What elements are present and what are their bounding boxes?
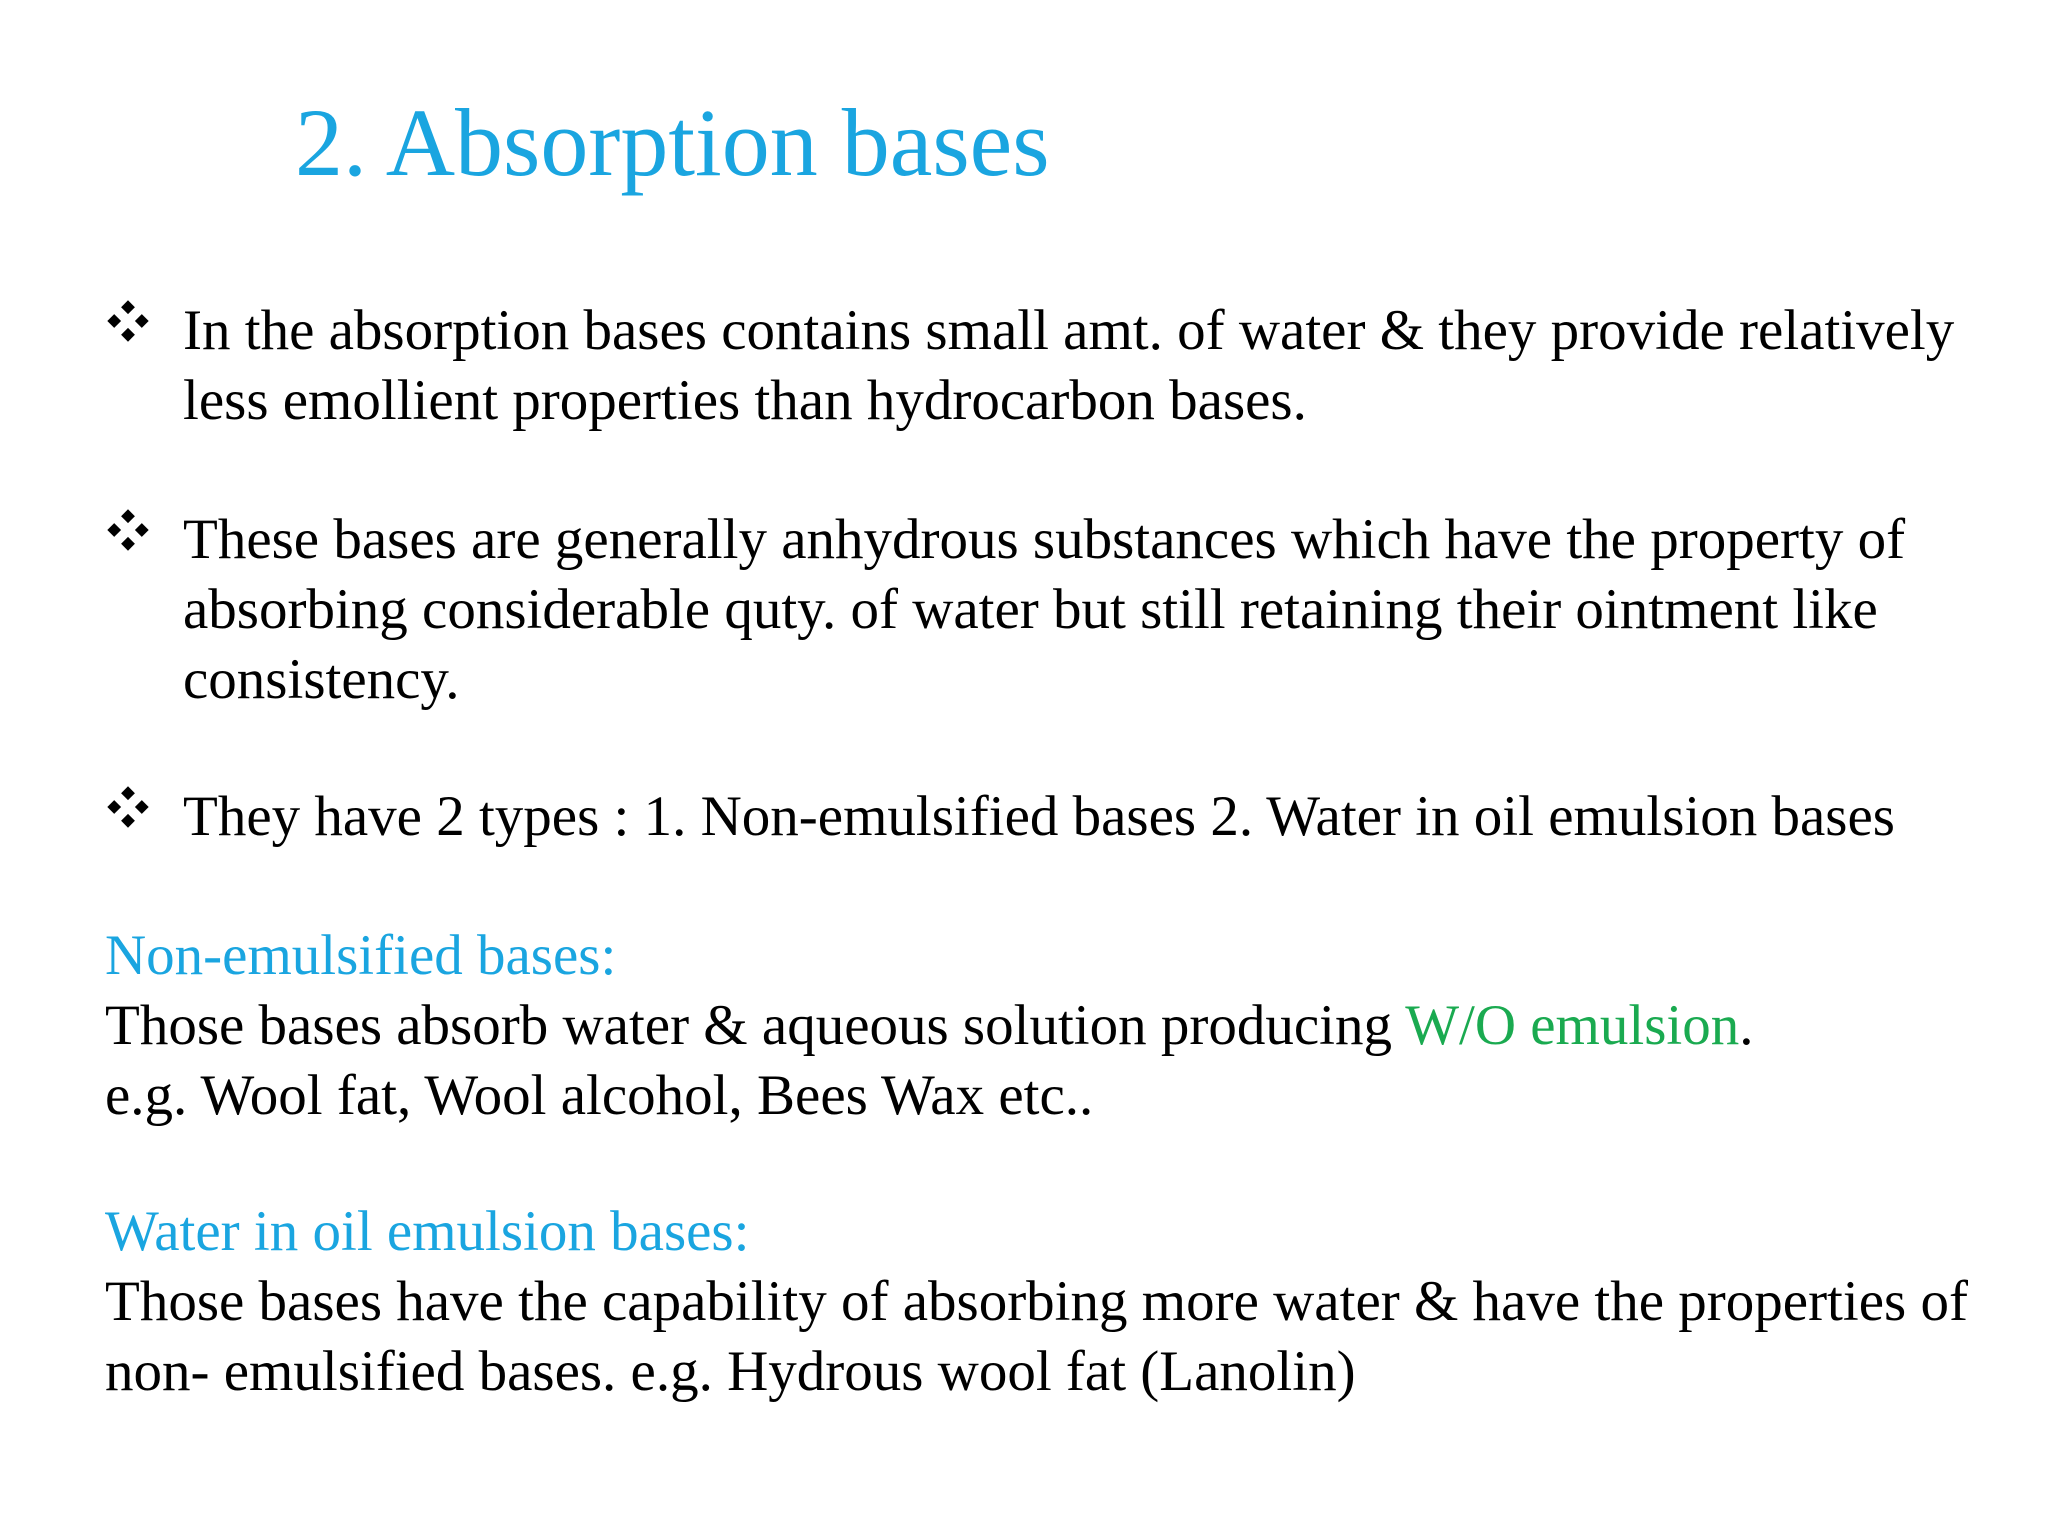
section-heading: Non-emulsified bases: — [105, 924, 617, 987]
section-heading: Water in oil emulsion bases: — [105, 1200, 750, 1263]
bullet-text: They have 2 types : 1. Non-emulsified bases 2. Water in oil emulsion bases — [183, 785, 1895, 848]
section-non-emulsified — [105, 921, 1985, 1131]
section-water-in-oil — [105, 1197, 1985, 1407]
section-body-text: Those bases absorb water & aqueous solution producing — [105, 994, 1406, 1057]
four-diamond-bullet-icon — [105, 298, 151, 344]
four-diamond-bullet-icon — [105, 784, 151, 830]
section-example: e.g. Wool fat, Wool alcohol, Bees Wax etc.. — [105, 1064, 1094, 1127]
highlight-text: W/O emulsion — [1405, 994, 1740, 1057]
four-diamond-bullet-icon — [105, 507, 151, 553]
bullet-text: These bases are generally anhydrous substances which have the property of absorbing considerable quty. of water but still retaining their ointment like consistency. — [183, 508, 1906, 711]
bullet-text: In the absorption bases contains small amt. of water & they provide relatively less emollient properties than hydrocarbon bases. — [183, 299, 1955, 432]
section-body: Those bases have the capability of absorbing more water & have the properties of non- emulsified bases. e.g. Hydrous wool fat (Lanolin) — [105, 1270, 1968, 1403]
section-body-end: . — [1739, 994, 1754, 1057]
slide-title: 2. Absorption bases — [295, 89, 1050, 196]
section-body — [105, 991, 1985, 1061]
